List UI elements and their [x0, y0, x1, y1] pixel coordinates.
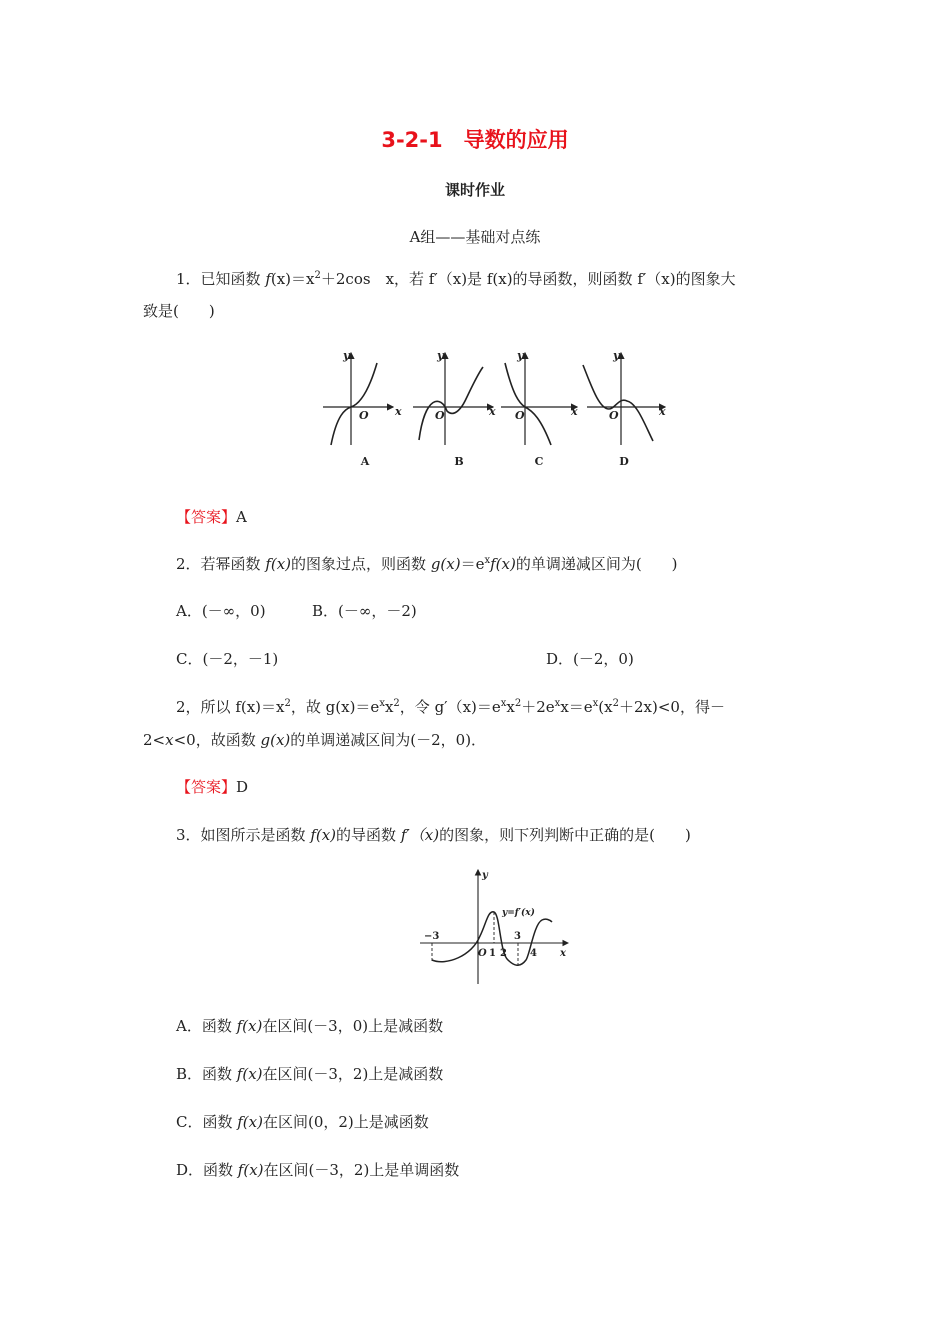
q1-stem-line1: 1．已知函数 $f(x)=x^2+2\cos$ x，若 f′（x)是 f(x)的导函数，则函数 f′（x)的图象大 — [176, 270, 736, 288]
graph-b-label: B — [454, 455, 464, 468]
q2-option-d: D．(－2，0) — [546, 650, 634, 668]
graph-d-y-label: y — [613, 349, 620, 362]
q3-option-d: D．函数 f(x)在区间(－3，2)上是单调函数 — [176, 1161, 460, 1179]
q2-answer: 【答案】D — [176, 778, 249, 796]
page-title: 3-2-1 导数的应用 — [381, 128, 569, 152]
q2-option-a: A．(－∞，0) — [176, 602, 266, 620]
q2-stem: 2．若幂函数 f(x)的图象过点，则函数 $g(x)=e^xf(x)$的单调递减区间为( ) — [176, 555, 678, 573]
graph-a-origin: O — [359, 409, 369, 422]
q3-graph — [416, 866, 572, 986]
q3-tick-3: 3 — [514, 931, 521, 942]
graph-d-origin: O — [609, 409, 619, 422]
q3-y-label: y — [482, 870, 488, 881]
q3-tick-1: 1 — [489, 948, 496, 959]
graph-b-x-label: x — [489, 405, 496, 418]
graph-b-curve — [419, 367, 483, 440]
q3-option-a: A．函数 f(x)在区间(－3，0)上是减函数 — [176, 1017, 444, 1035]
q1-stem-line2: 致是( ) — [143, 302, 215, 320]
q1-graphs — [315, 345, 670, 473]
q2-solution-line1: 2，所以 $f(x)=x^2$，故 $g(x)=e^xx^2$，令 $g'(x)=e^xx^2+2e^xx=e^x(x^2+2x)<0$，得－ — [176, 698, 725, 716]
graph-c-label: C — [534, 455, 544, 468]
q1-answer: 【答案】A — [176, 508, 247, 526]
q2-option-c: C．(－2，－1) — [176, 650, 279, 668]
graph-a-curve — [331, 363, 377, 445]
q3-option-c: C．函数 f(x)在区间(0，2)上是减函数 — [176, 1113, 429, 1131]
q3-tick-2: 2 — [500, 948, 507, 959]
graph-c-curve — [505, 363, 551, 445]
graph-b-y-label: y — [437, 349, 444, 362]
q2-solution-line2: 2<x<0，故函数 g(x)的单调递减区间为(－2，0)． — [143, 731, 487, 749]
section-subtitle: 课时作业 — [444, 181, 505, 199]
graph-a-label: A — [360, 455, 370, 468]
graph-c-x-label: x — [571, 405, 578, 418]
graph-a-y-label: y — [343, 349, 350, 362]
graph-c-y-label: y — [517, 349, 524, 362]
graph-c-origin: O — [515, 409, 525, 422]
graph-d-curve — [583, 365, 653, 441]
q3-option-b: B．函数 f(x)在区间(－3，2)上是减函数 — [176, 1065, 444, 1083]
q3-tick-origin: O — [478, 948, 487, 959]
graph-d-x-label: x — [659, 405, 666, 418]
q3-stem: 3．如图所示是函数 f(x)的导函数 f′（x)的图象，则下列判断中正确的是( ) — [176, 826, 691, 844]
q3-curve-label: y=f′(x) — [502, 908, 535, 918]
q3-tick-4: 4 — [530, 948, 537, 959]
graph-b-origin: O — [435, 409, 445, 422]
graph-a-x-label: x — [395, 405, 402, 418]
q3-x-label: x — [560, 948, 566, 959]
group-heading: A组——基础对点练 — [409, 228, 541, 246]
q2-option-b: B．(－∞，－2) — [312, 602, 417, 620]
graph-d-label: D — [619, 455, 629, 468]
q3-tick-neg3: −3 — [424, 931, 440, 942]
